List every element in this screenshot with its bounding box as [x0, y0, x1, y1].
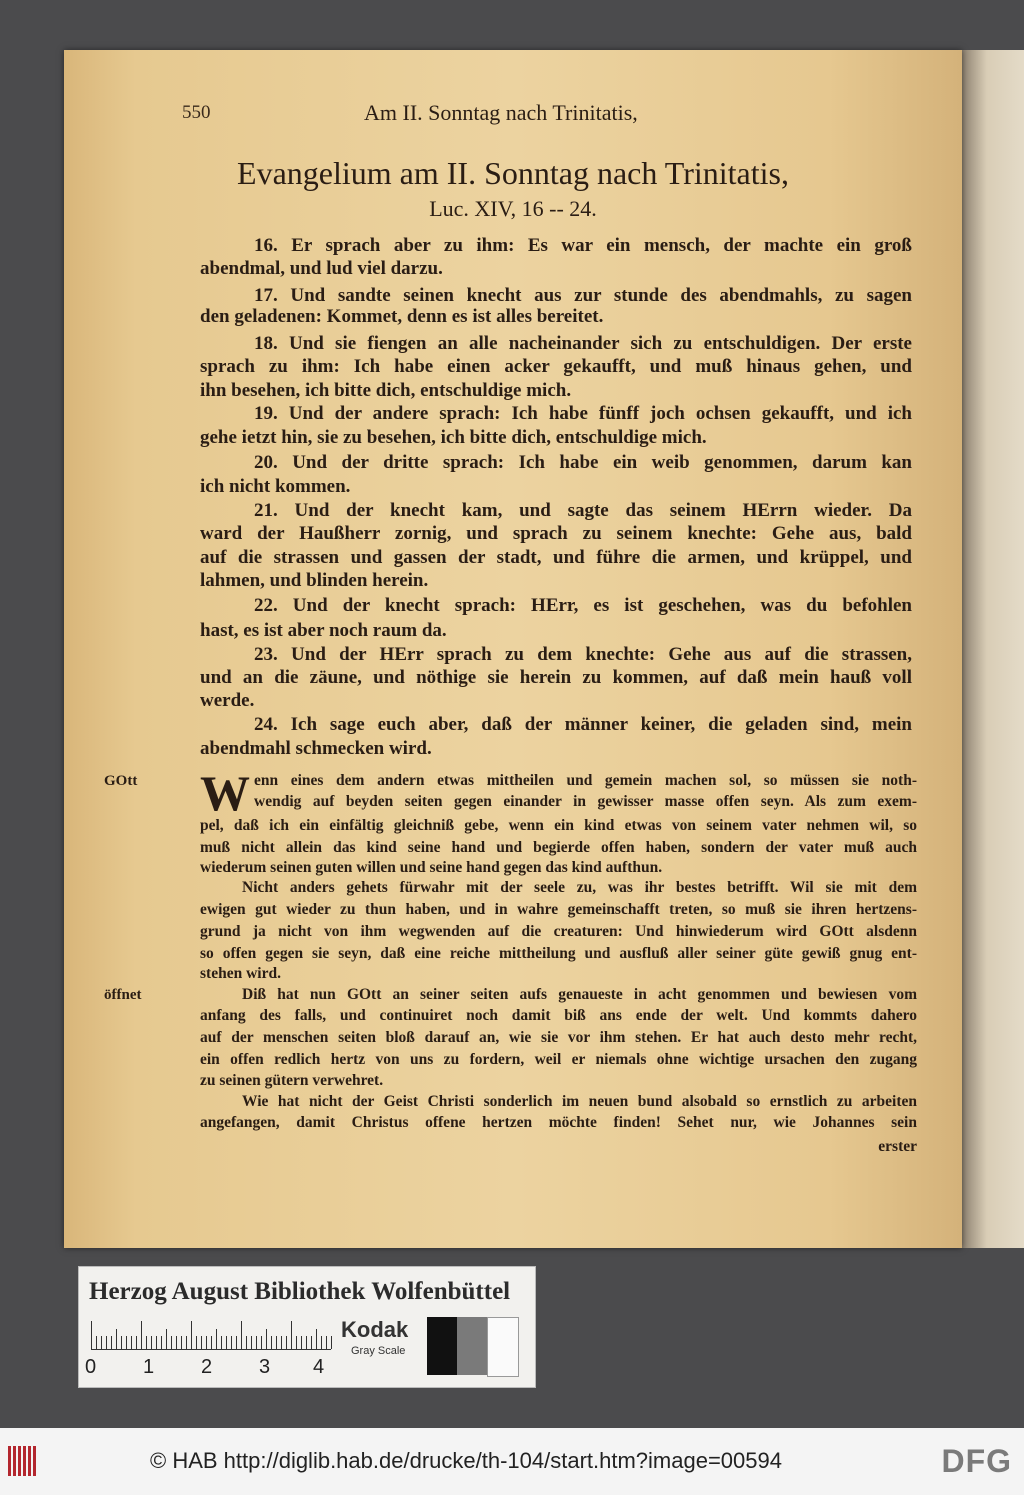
margin-note: GOtt: [104, 773, 138, 789]
ruler-tick: [136, 1336, 137, 1349]
scale-number: 1: [143, 1356, 155, 1378]
verse-line: 16. Er sprach aber zu ihm: Es war ein mensch, der machte ein groß: [254, 235, 912, 256]
verse-line: ich nicht kommen.: [200, 476, 351, 497]
verse-line: 22. Und der knecht sprach: HErr, es ist geschehen, was du befohlen: [254, 595, 912, 616]
color-calibration-card: [78, 1266, 536, 1388]
verse-line: abendmal, und lud viel darzu.: [200, 258, 443, 279]
ruler-tick: [141, 1321, 142, 1349]
commentary-line: so offen gegen sie seyn, daß eine reiche mittheilung und ausfluß aller seiner güte gewiß gnug ent-: [200, 945, 917, 962]
ruler-tick: [191, 1321, 192, 1349]
commentary-line: wendig auf beyden seiten gegen einander in gewisser masse offen seyn. Als zum exem-: [254, 793, 917, 810]
ruler-tick: [291, 1321, 292, 1349]
ruler-tick: [206, 1336, 207, 1349]
ruler-tick: [216, 1329, 217, 1349]
ruler-tick: [161, 1336, 162, 1349]
commentary-line: ewigen gut wieder zu thun haben, und in wahre gemeinschafft treten, so muß sie ihren hertzens-: [200, 901, 917, 918]
ruler-tick: [241, 1321, 242, 1349]
book-page: [64, 50, 962, 1248]
ruler-tick: [256, 1336, 257, 1349]
commentary-line: Diß hat nun GOtt an seiner seiten aufs genaueste in acht genommen und bewiesen vom: [242, 986, 917, 1003]
ruler-tick: [271, 1336, 272, 1349]
ruler-tick: [186, 1336, 187, 1349]
ruler-tick: [106, 1336, 107, 1349]
commentary-line: stehen wird.: [200, 965, 281, 982]
ruler-tick: [111, 1336, 112, 1349]
verse-line: 19. Und der andere sprach: Ich habe fünff joch ochsen gekaufft, und ich: [254, 403, 912, 424]
scale-number: 3: [259, 1356, 271, 1378]
ruler-tick: [171, 1336, 172, 1349]
verse-line: hast, es ist aber noch raum da.: [200, 620, 447, 641]
ruler-tick: [156, 1336, 157, 1349]
ruler-tick: [116, 1329, 117, 1349]
footer-bar: [0, 1428, 1024, 1495]
commentary-line: grund ja nicht von ihm wegwenden auf die creaturen: Und hinwiederum wird GOtt alsdenn: [200, 923, 917, 940]
ruler-tick: [246, 1336, 247, 1349]
ruler-tick: [296, 1336, 297, 1349]
verse-line: abendmahl schmecken wird.: [200, 738, 432, 759]
scale-ruler: [91, 1321, 331, 1350]
verse-line: sprach zu ihm: Ich habe einen acker gekaufft, und muß hinaus gehen, und: [200, 356, 912, 377]
commentary-line: Wie hat nicht der Geist Christi sonderlich im neuen bund alsobald so ernstlich zu arbeiten: [242, 1093, 917, 1110]
drop-cap: W: [200, 765, 250, 821]
gray-swatch-mid: [457, 1317, 487, 1375]
ruler-tick: [301, 1336, 302, 1349]
commentary-line: auf der menschen seiten bloß darauf an, wie sie vor ihm stehen. Er hat auch desto mehr recht,: [200, 1029, 917, 1046]
ruler-tick: [286, 1336, 287, 1349]
verse-line: ward der Haußherr zornig, und sprach zu seinem knechte: Gehe aus, bald: [200, 523, 912, 544]
ruler-tick: [251, 1336, 252, 1349]
commentary-line: anfang des falls, und continuiret noch damit biß ans ende der welt. Und kommts dahero: [200, 1007, 917, 1024]
scale-number: 2: [201, 1356, 213, 1378]
ruler-tick: [316, 1329, 317, 1349]
ruler-tick: [176, 1336, 177, 1349]
ruler-tick: [96, 1336, 97, 1349]
ruler-tick: [201, 1336, 202, 1349]
commentary-line: ein offen redlich hertz von uns zu fordern, weil er niemals ohne wichtige ursachen den zugang: [200, 1051, 917, 1068]
commentary-line: zu seinen gütern verwehret.: [200, 1072, 384, 1089]
scale-number: 4: [313, 1356, 325, 1378]
commentary-line: enn eines dem andern etwas mittheilen und gemein machen sol, so müssen sie noth-: [254, 772, 917, 789]
gray-scale-label: Gray Scale: [351, 1345, 406, 1357]
verse-line: werde.: [200, 690, 255, 711]
hab-logo-icon: [8, 1446, 38, 1476]
verse-line: auf die strassen und gassen der stadt, und führe die armen, und krüppel, und: [200, 547, 912, 568]
kodak-logo: Kodak: [341, 1317, 409, 1342]
page-number: 550: [182, 102, 211, 123]
verse-line: 23. Und der HErr sprach zu dem knechte: Gehe aus auf die strassen,: [254, 644, 912, 665]
page-title: Evangelium am II. Sonntag nach Trinitatis,: [237, 155, 789, 191]
adjacent-page-edge: [962, 50, 1024, 1248]
ruler-tick: [306, 1336, 307, 1349]
ruler-tick: [126, 1336, 127, 1349]
dfg-logo: DFG: [941, 1443, 1012, 1479]
scripture-reference: Luc. XIV, 16 -- 24.: [429, 196, 597, 221]
ruler-tick: [131, 1336, 132, 1349]
commentary-line: wiederum seinen guten willen und seine hand gegen das kind aufthun.: [200, 859, 663, 876]
verse-line: gehe ietzt hin, sie zu besehen, ich bitte dich, entschuldige mich.: [200, 427, 707, 448]
ruler-tick: [311, 1336, 312, 1349]
library-name: Herzog August Bibliothek Wolfenbüttel: [89, 1278, 511, 1305]
commentary-line: pel, daß ich ein einfältig gleichniß gebe, wenn ein kind etwas von seinem vater nehmen wil, so: [200, 817, 917, 834]
gray-swatch-white: [487, 1317, 519, 1377]
ruler-tick: [231, 1336, 232, 1349]
ruler-tick: [101, 1336, 102, 1349]
verse-line: 17. Und sandte seinen knecht aus zur stunde des abendmahls, zu sagen: [254, 285, 912, 306]
ruler-tick: [196, 1336, 197, 1349]
copyright-link[interactable]: © HAB http://diglib.hab.de/drucke/th-104/start.htm?image=00594: [150, 1448, 782, 1473]
ruler-tick: [146, 1336, 147, 1349]
margin-note: öffnet: [104, 987, 142, 1003]
ruler-tick: [276, 1336, 277, 1349]
ruler-tick: [121, 1336, 122, 1349]
verse-line: 21. Und der knecht kam, und sagte das seinem HErrn wieder. Da: [254, 500, 912, 521]
verse-line: 24. Ich sage euch aber, daß der männer keiner, die geladen sind, mein: [254, 714, 912, 735]
verse-line: 20. Und der dritte sprach: Ich habe ein weib genommen, darum kan: [254, 452, 912, 473]
gray-swatch-black: [427, 1317, 457, 1375]
scale-number: 0: [85, 1356, 97, 1378]
ruler-tick: [281, 1336, 282, 1349]
commentary-line: muß nicht allein das kind seine hand und begierde offen haben, sondern der vater muß auch: [200, 839, 917, 856]
ruler-tick: [326, 1336, 327, 1349]
ruler-tick: [321, 1336, 322, 1349]
running-title: Am II. Sonntag nach Trinitatis,: [364, 100, 638, 125]
verse-line: ihn besehen, ich bitte dich, entschuldige mich.: [200, 380, 572, 401]
ruler-tick: [226, 1336, 227, 1349]
verse-line: 18. Und sie fiengen an alle nacheinander sich zu entschuldigen. Der erste: [254, 333, 912, 354]
catchword: erster: [878, 1138, 917, 1155]
ruler-tick: [221, 1336, 222, 1349]
verse-line: und an die zäune, und nöthige sie herein zu kommen, auf daß mein hauß voll: [200, 667, 912, 688]
ruler-tick: [166, 1329, 167, 1349]
ruler-tick: [151, 1336, 152, 1349]
commentary-line: Nicht anders gehets fürwahr mit der seele zu, was ihr bestes betrifft. Wil sie mit dem: [242, 879, 917, 896]
ruler-tick: [181, 1336, 182, 1349]
ruler-tick: [261, 1336, 262, 1349]
commentary-line: angefangen, damit Christus offene hertzen möchte finden! Sehet nur, wie Johannes sein: [200, 1114, 917, 1131]
ruler-tick: [331, 1336, 332, 1349]
ruler-tick: [211, 1336, 212, 1349]
ruler-tick: [266, 1329, 267, 1349]
ruler-tick: [91, 1321, 92, 1349]
verse-line: den geladenen: Kommet, denn es ist alles bereitet.: [200, 306, 604, 327]
verse-line: lahmen, und blinden herein.: [200, 570, 429, 591]
ruler-tick: [236, 1336, 237, 1349]
